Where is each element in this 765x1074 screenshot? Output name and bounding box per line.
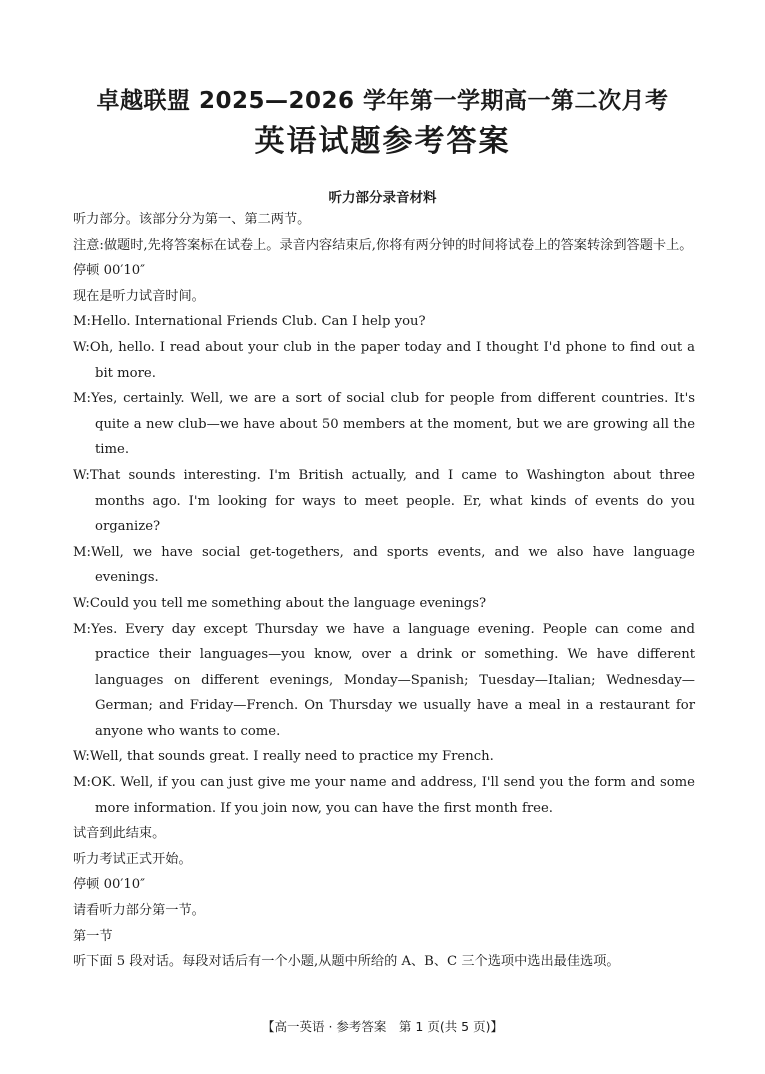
- pause-marker: 停顿 00′10″: [73, 263, 146, 279]
- pause-marker: 停顿 00′10″: [73, 877, 146, 893]
- paragraph: 注意:做题时,先将答案标在试卷上。录音内容结束后,你将有两分钟的时间将试卷上的答案转涂到答题卡上。: [73, 237, 693, 253]
- dialogue-line: W:Well, that sounds great. I really need to practice my French.: [73, 749, 494, 765]
- dialogue-line: M:Hello. International Friends Club. Can I help you?: [73, 314, 426, 330]
- paragraph: 听力考试正式开始。: [73, 851, 192, 867]
- answer-key-title: 英语试题参考答案: [254, 124, 511, 159]
- dialogue-line: M:Yes. Every day except Thursday we have a language evening. People can come and practice their languages—you know, over a drink or something. We have different languages on different evenings, Monday—Spanish; Tuesday—Italian; Wednesday—German; and Friday—French. On Thursday we usually have a meal in a restaurant for anyone who wants to come.: [73, 621, 695, 739]
- dialogue-line: M:Yes, certainly. Well, we are a sort of social club for people from different countries. It's quite a new club—we have about 50 members at the moment, but we are growing all the time.: [73, 391, 695, 458]
- dialogue-line: W:That sounds interesting. I'm British actually, and I came to Washington about three months ago. I'm looking for ways to meet people. Er, what kinds of events do you organize?: [73, 467, 695, 535]
- exam-title: 卓越联盟 2025—2026 学年第一学期高一第二次月考: [96, 88, 669, 114]
- transcript-body: [73, 207, 695, 975]
- paragraph: 听力部分。该部分分为第一、第二两节。: [73, 212, 311, 227]
- paragraph: 听下面 5 段对话。每段对话后有一个小题,从题中所给的 A、B、C 三个选项中选出最佳选项。: [73, 954, 620, 970]
- page-footer: 【高一英语 · 参考答案 第 1 页(共 5 页)】: [262, 1019, 503, 1034]
- dialogue-line: W:Oh, hello. I read about your club in the paper today and I thought I'd phone to find out a bit more.: [73, 339, 695, 381]
- paragraph: 请看听力部分第一节。: [73, 903, 205, 919]
- dialogue-line: M:OK. Well, if you can just give me your name and address, I'll send you the form and some more information. If you join now, you can have the first month free.: [73, 775, 695, 816]
- section-heading: 听力部分录音材料: [328, 190, 437, 206]
- paragraph: 现在是听力试音时间。: [73, 288, 205, 304]
- section-label: 第一节: [73, 928, 113, 944]
- dialogue-line: W:Could you tell me something about the language evenings?: [73, 595, 487, 611]
- paragraph: 试音到此结束。: [73, 826, 166, 842]
- dialogue-line: M:Well, we have social get-togethers, and sports events, and we also have language evenings.: [73, 544, 695, 586]
